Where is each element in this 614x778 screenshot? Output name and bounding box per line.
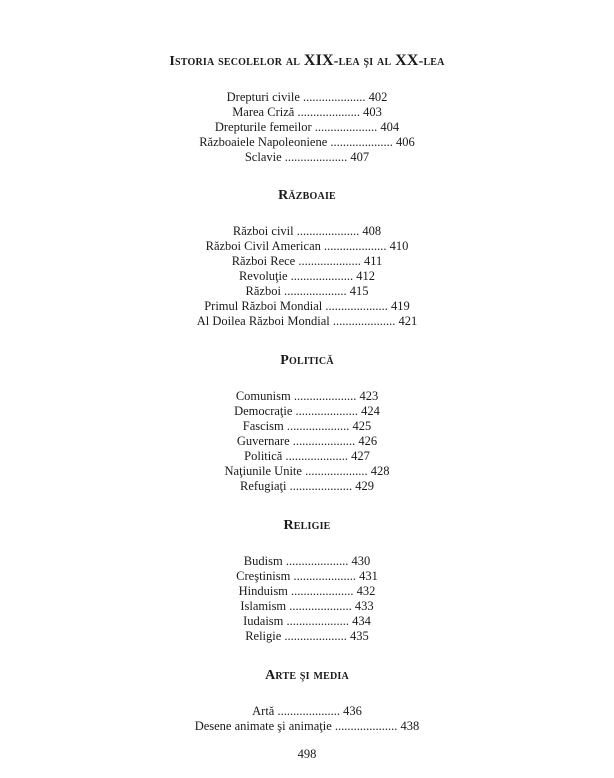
section-arts-media	[0, 667, 614, 734]
toc-entry[interactable]: Războaiele Napoleoniene .................... 406	[199, 135, 415, 149]
toc-entry[interactable]: Drepturi civile .................... 402	[226, 90, 388, 104]
toc-entry[interactable]: Guvernare .................... 426	[236, 434, 378, 448]
toc-entry[interactable]: Marea Criză .................... 403	[232, 105, 382, 119]
toc-list	[0, 90, 614, 165]
toc-entry[interactable]: Iudaism .................... 434	[243, 614, 371, 628]
toc-entry[interactable]: Islamism .................... 433	[240, 599, 374, 613]
toc-entry[interactable]: Revoluţie .................... 412	[238, 269, 376, 283]
section-politics	[0, 352, 614, 494]
page-number: 498	[297, 747, 317, 761]
toc-entry[interactable]: Budism .................... 430	[243, 554, 371, 568]
toc-entry[interactable]: Război Civil American .................... 410	[205, 239, 409, 253]
toc-entry[interactable]: Drepturile femeilor .................... 404	[214, 120, 400, 134]
section-history	[0, 52, 614, 165]
section-heading: Războaie	[278, 188, 336, 203]
toc-entry[interactable]: Sclavie .................... 407	[244, 150, 370, 164]
section-heading: Arte şi media	[265, 668, 349, 683]
toc-entry[interactable]: Creştinism .................... 431	[236, 569, 378, 583]
toc-entry[interactable]: Război Rece .................... 411	[231, 254, 383, 268]
toc-entry[interactable]: Religie .................... 435	[245, 629, 369, 643]
toc-entry[interactable]: Politică .................... 427	[244, 449, 370, 463]
section-heading: Istoria secolelor al XIX-lea şi al XX-lea	[169, 52, 445, 69]
toc-entry[interactable]: Democraţie .................... 424	[234, 404, 380, 418]
section-heading: Religie	[283, 518, 331, 533]
toc-entry[interactable]: Desene animate şi animaţie .................... 438	[194, 719, 420, 733]
toc-entry[interactable]: Primul Război Mondial .................... 419	[204, 299, 410, 313]
toc-entry[interactable]: Război .................... 415	[245, 284, 369, 298]
toc-entry[interactable]: Hinduism .................... 432	[238, 584, 376, 598]
toc-entry[interactable]: Război civil .................... 408	[232, 224, 382, 238]
toc-list	[0, 389, 614, 494]
section-religion	[0, 517, 614, 644]
toc-list	[0, 224, 614, 329]
section-heading: Politică	[280, 353, 334, 368]
toc-entry[interactable]: Naţiunile Unite .................... 428	[224, 464, 390, 478]
toc-list	[0, 704, 614, 734]
toc-entry[interactable]: Al Doilea Război Mondial .................... 421	[196, 314, 418, 328]
toc-entry[interactable]: Comunism .................... 423	[235, 389, 379, 403]
toc-entry[interactable]: Fascism .................... 425	[242, 419, 372, 433]
section-wars	[0, 187, 614, 329]
toc-list	[0, 554, 614, 644]
toc-entry[interactable]: Artă .................... 436	[252, 704, 362, 718]
toc-entry[interactable]: Refugiaţi .................... 429	[239, 479, 374, 493]
